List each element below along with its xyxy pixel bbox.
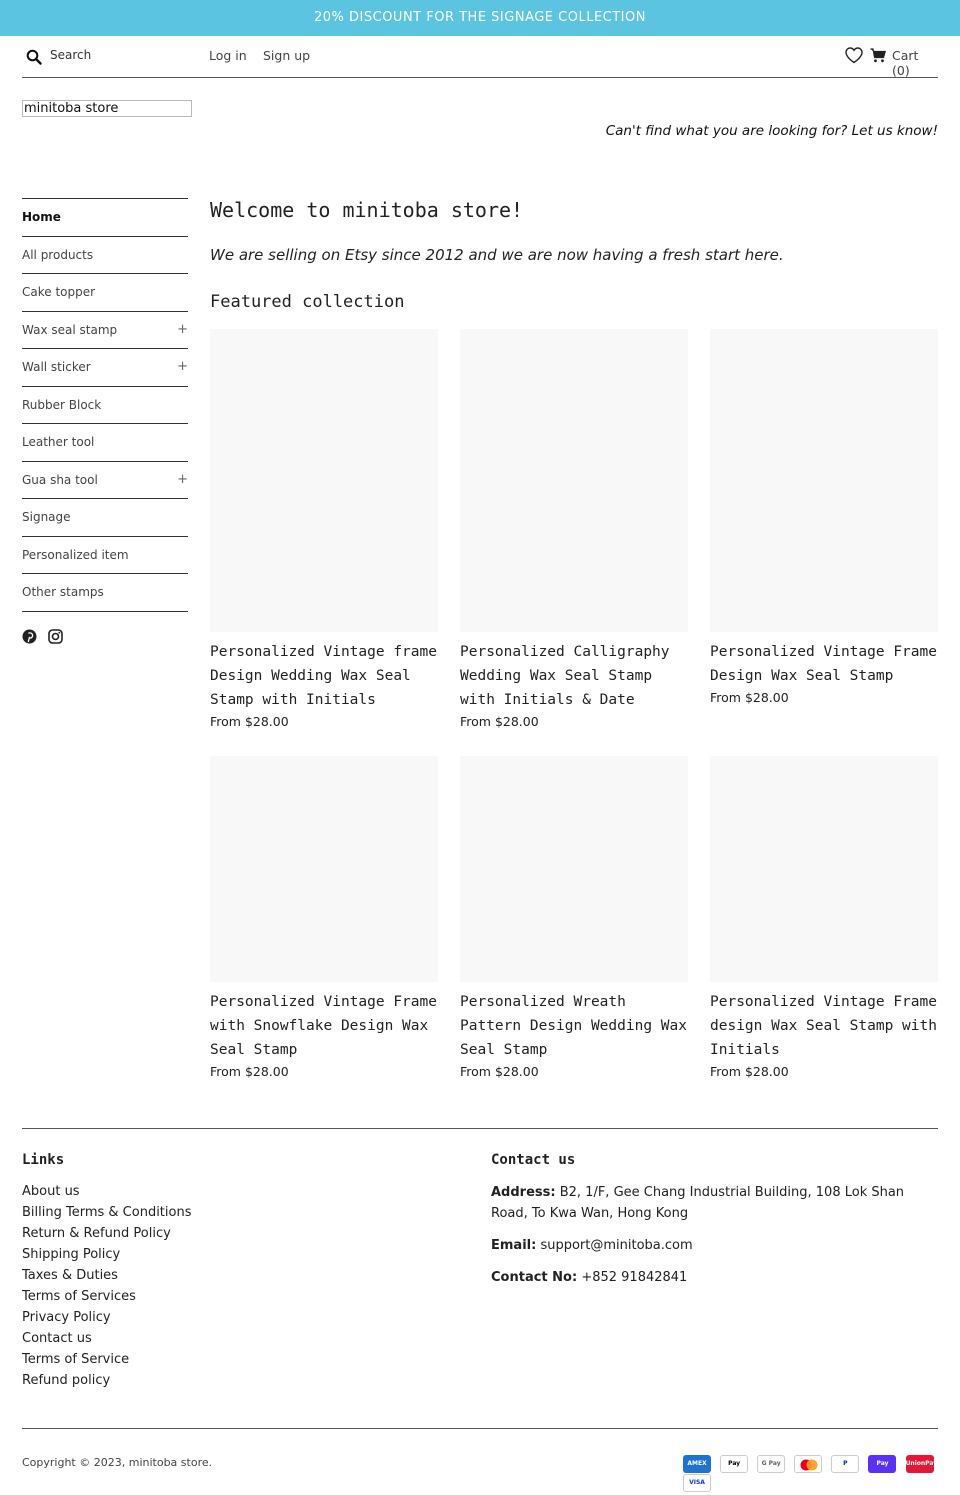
product-image[interactable] [460,329,688,632]
payment-icons [683,1453,960,1492]
footer-link[interactable]: Contact us [22,1331,92,1346]
contact-email [491,1235,931,1256]
sidebar-item-all-products[interactable] [22,237,188,275]
phone-value: +852 91842841 [581,1270,688,1285]
list-item [22,1372,191,1393]
product-price: From $28.00 [210,714,289,729]
footer-link[interactable]: Taxes & Duties [22,1268,118,1283]
cart-link[interactable]: Cart (0) [892,48,919,78]
address-label: Address: [491,1185,556,1200]
sidebar-item-label: Other stamps [22,585,104,599]
footer-link[interactable]: Refund policy [22,1373,111,1388]
product-price: From $28.00 [460,1064,539,1079]
plus-icon[interactable]: + [177,359,188,374]
mastercard-icon [794,1455,822,1473]
product-title[interactable]: Personalized Calligraphy Wedding Wax Seal Stamp with Initials & Date [460,644,670,708]
sidebar-item-label: Signage [22,510,71,524]
product-card[interactable] [210,756,438,1079]
footer-divider [22,1428,938,1429]
sidebar-item-label: Home [22,210,61,224]
pinterest-icon[interactable] [22,629,37,648]
product-title[interactable]: Personalized Vintage Frame design Wax Seal Stamp with Initials [710,994,937,1058]
product-card[interactable] [460,329,688,729]
page-title: Welcome to minitoba store! [210,198,524,222]
product-card[interactable] [210,329,438,729]
sidebar-item-label: Gua sha tool [22,472,98,487]
footer-links-title: Links [22,1152,65,1168]
sidebar-item-label: Cake topper [22,285,96,299]
intro-text: We are selling on Etsy since 2012 and we are now having a fresh start here. [210,246,784,264]
sidebar-item-gua-sha-tool[interactable] [22,462,188,500]
product-price: From $28.00 [460,714,539,729]
product-price: From $28.00 [710,690,789,705]
list-item [22,1330,191,1351]
social-links [22,628,69,648]
sidebar-item-personalized-item[interactable] [22,537,188,575]
list-item [22,1183,191,1204]
product-image[interactable] [710,756,938,982]
heart-icon[interactable] [845,47,863,64]
copyright: Copyright © 2023, minitoba store. [22,1456,213,1469]
list-item [22,1288,191,1309]
sidebar-item-label: Wax seal stamp [22,322,118,337]
sidebar-item-cake-topper[interactable] [22,274,188,312]
sidebar-item-home[interactable] [22,199,188,237]
contact-address [491,1182,931,1224]
list-item [22,1204,191,1225]
store-logo[interactable]: minitoba store [22,100,192,117]
product-title[interactable]: Personalized Wreath Pattern Design Wedding Wax Seal Stamp [460,994,687,1058]
phone-label: Contact No: [491,1270,578,1285]
sidebar-item-wall-sticker[interactable] [22,349,188,387]
sidebar-nav [22,198,188,612]
footer-link[interactable]: Terms of Services [22,1289,136,1304]
sidebar-item-other-stamps[interactable] [22,574,188,612]
footer-link[interactable]: Privacy Policy [22,1310,111,1325]
list-item [22,1351,191,1372]
product-price: From $28.00 [710,1064,789,1079]
sidebar-item-label: Rubber Block [22,397,102,412]
product-image[interactable] [460,756,688,982]
product-image[interactable] [210,329,438,632]
announcement-bar[interactable]: 20% DISCOUNT FOR THE SIGNAGE COLLECTION [0,0,960,36]
footer-links-list [22,1183,191,1393]
sidebar-item-label: All products [22,247,94,262]
paypal-icon: P [831,1455,859,1473]
search-icon[interactable] [26,49,42,65]
product-card[interactable] [710,756,938,1079]
login-link[interactable]: Log in [209,48,247,63]
contact-phone [491,1267,931,1288]
cart-icon[interactable] [870,48,886,63]
footer-link[interactable]: Billing Terms & Conditions [22,1205,192,1220]
shop-pay-icon: Pay [868,1455,896,1473]
product-card[interactable] [710,329,938,705]
featured-collection-title: Featured collection [210,292,405,312]
sidebar-item-wax-seal-stamp[interactable] [22,312,188,350]
instagram-icon[interactable] [48,629,63,648]
list-item [22,1309,191,1330]
product-image[interactable] [710,329,938,632]
footer-link[interactable]: Terms of Service [22,1352,130,1367]
apple-pay-icon: Pay [720,1455,748,1473]
product-title[interactable]: Personalized Vintage Frame with Snowflake Design Wax Seal Stamp [210,994,437,1058]
contact-notice[interactable]: Can't find what you are looking for? Let us know! [605,123,938,139]
product-image[interactable] [210,756,438,982]
plus-icon[interactable]: + [177,471,188,487]
search-input[interactable] [50,44,200,66]
list-item [22,1225,191,1246]
visa-icon: VISA [683,1474,711,1492]
plus-icon[interactable]: + [177,321,188,337]
product-price: From $28.00 [210,1064,289,1079]
sidebar-item-leather-tool[interactable] [22,424,188,462]
email-label: Email: [491,1238,537,1253]
google-pay-icon: G Pay [757,1455,785,1473]
list-item [22,1267,191,1288]
signup-link[interactable]: Sign up [263,48,311,63]
product-title[interactable]: Personalized Vintage frame Design Wedding Wax Seal Stamp with Initials [210,644,437,708]
sidebar-item-label: Personalized item [22,547,129,562]
footer-contact-title: Contact us [491,1152,576,1168]
footer-link[interactable]: Return & Refund Policy [22,1226,171,1241]
sidebar-item-label: Leather tool [22,435,95,449]
sidebar-item-signage[interactable] [22,499,188,537]
sidebar-item-rubber-block[interactable] [22,387,188,425]
product-card[interactable] [460,756,688,1079]
footer-link[interactable]: Shipping Policy [22,1247,121,1262]
header-bar [22,36,938,78]
amex-icon: AMEX [683,1455,711,1473]
list-item [22,1246,191,1267]
footer-divider [22,1128,938,1129]
unionpay-icon: UnionPay [906,1455,934,1473]
footer-link[interactable]: About us [22,1184,80,1199]
product-title[interactable]: Personalized Vintage Frame Design Wax Seal Stamp [710,644,937,684]
sidebar-item-label: Wall sticker [22,360,91,374]
address-value: B2, 1/F, Gee Chang Industrial Building, 108 Lok Shan Road, To Kwa Wan, Hong Kong [491,1185,905,1221]
email-value[interactable]: support@minitoba.com [540,1238,693,1253]
